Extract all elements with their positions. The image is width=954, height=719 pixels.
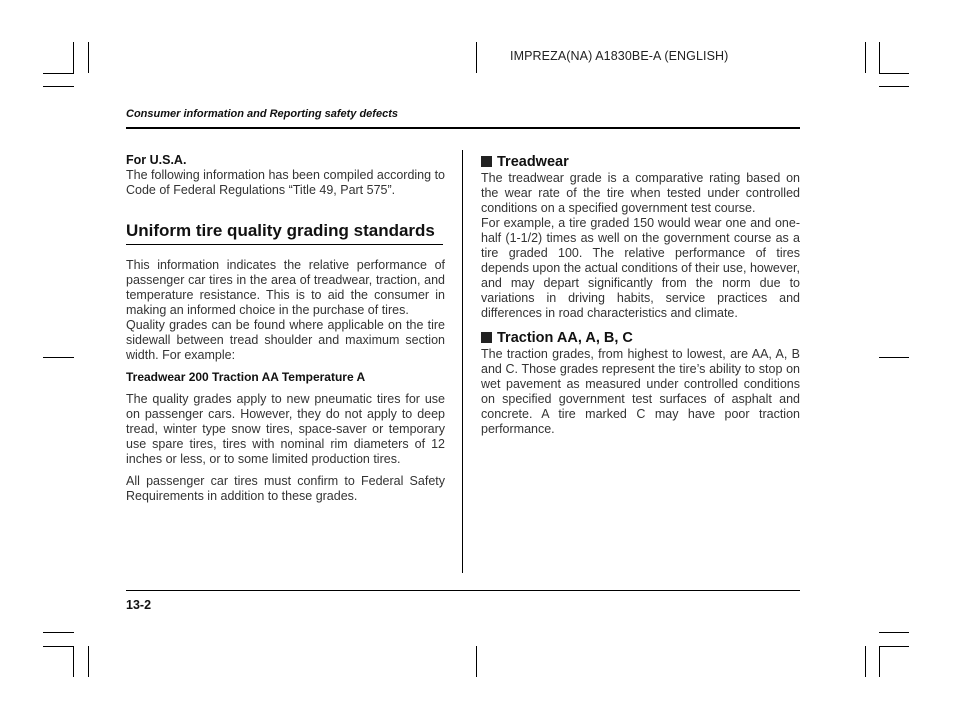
federal-requirements-paragraph: All passenger car tires must confirm to Federal Safety Requirements in addition to these grades. (126, 474, 445, 503)
crop-mark (865, 42, 866, 73)
footer-rule (126, 590, 800, 591)
crop-mark (476, 646, 477, 677)
crop-mark (879, 646, 880, 677)
crop-mark (879, 86, 909, 87)
applicability-paragraph: The quality grades apply to new pneumatic tires for use on passenger cars. However, they do not apply to deep tread, winter type snow tires, space-saver or temporary use spare tires, tires with nominal rim diameters of 12 inches or less, or to some limited production tires. (126, 392, 445, 466)
page-number: 13-2 (126, 598, 152, 612)
left-column (126, 153, 445, 504)
crop-mark (879, 73, 909, 74)
crop-mark (879, 42, 880, 73)
intro-paragraph: This information indicates the relative performance of passenger car tires in the area of treadwear, traction, and temperature resistance. This is to aid the consumer in making an informed choice in the purchase of tires. (126, 258, 445, 317)
right-column (481, 153, 800, 437)
crop-mark (88, 646, 89, 677)
uniform-grading-heading: Uniform tire quality grading standards (126, 221, 435, 240)
crop-mark (865, 646, 866, 677)
square-bullet-icon (481, 332, 492, 343)
crop-mark (43, 86, 74, 87)
section-header: Consumer information and Reporting safety defects (126, 108, 398, 120)
crop-mark (43, 357, 74, 358)
crop-mark (879, 646, 909, 647)
usa-paragraph: The following information has been compiled according to Code of Federal Regulations “Title 49, Part 575”. (126, 168, 445, 197)
heading-underline (126, 244, 443, 245)
traction-heading (481, 329, 800, 347)
crop-mark (476, 42, 477, 73)
crop-mark (879, 357, 909, 358)
traction-paragraph: The traction grades, from highest to lowest, are AA, A, B and C. Those grades represent the tire’s ability to stop on wet pavement as measured under controlled conditions on specified government test surfaces of asphalt and concrete. A tire marked C may have poor traction performance. (481, 347, 800, 436)
square-bullet-icon (481, 156, 492, 167)
treadwear-paragraph-2: For example, a tire graded 150 would wear one and one-half (1-1/2) times as well on the government course as a tire graded 100. The relative performance of tires depends upon the actual conditions of their use, however, and may depart significantly from the norm due to variations in driving habits, service practices and differences in road characteristics and climate. (481, 216, 800, 320)
crop-mark (43, 73, 74, 74)
crop-mark (43, 632, 74, 633)
treadwear-heading (481, 153, 800, 171)
crop-mark (73, 42, 74, 73)
treadwear-paragraph-1: The treadwear grade is a comparative rating based on the wear rate of the tire when tested under controlled conditions on a specified government test course. (481, 171, 800, 215)
crop-mark (43, 646, 74, 647)
usa-label: For U.S.A. (126, 153, 187, 167)
crop-mark (88, 42, 89, 73)
grade-example: Treadwear 200 Traction AA Temperature A (126, 370, 366, 384)
crop-mark (73, 646, 74, 677)
header-rule (126, 127, 800, 129)
crop-mark (879, 632, 909, 633)
column-divider (462, 150, 463, 573)
treadwear-heading-text: Treadwear (497, 154, 569, 170)
sidewall-paragraph: Quality grades can be found where applicable on the tire sidewall between tread shoulder and maximum section width. For example: (126, 318, 445, 362)
document-code: IMPREZA(NA) A1830BE-A (ENGLISH) (510, 49, 729, 63)
traction-heading-text: Traction AA, A, B, C (497, 330, 633, 346)
